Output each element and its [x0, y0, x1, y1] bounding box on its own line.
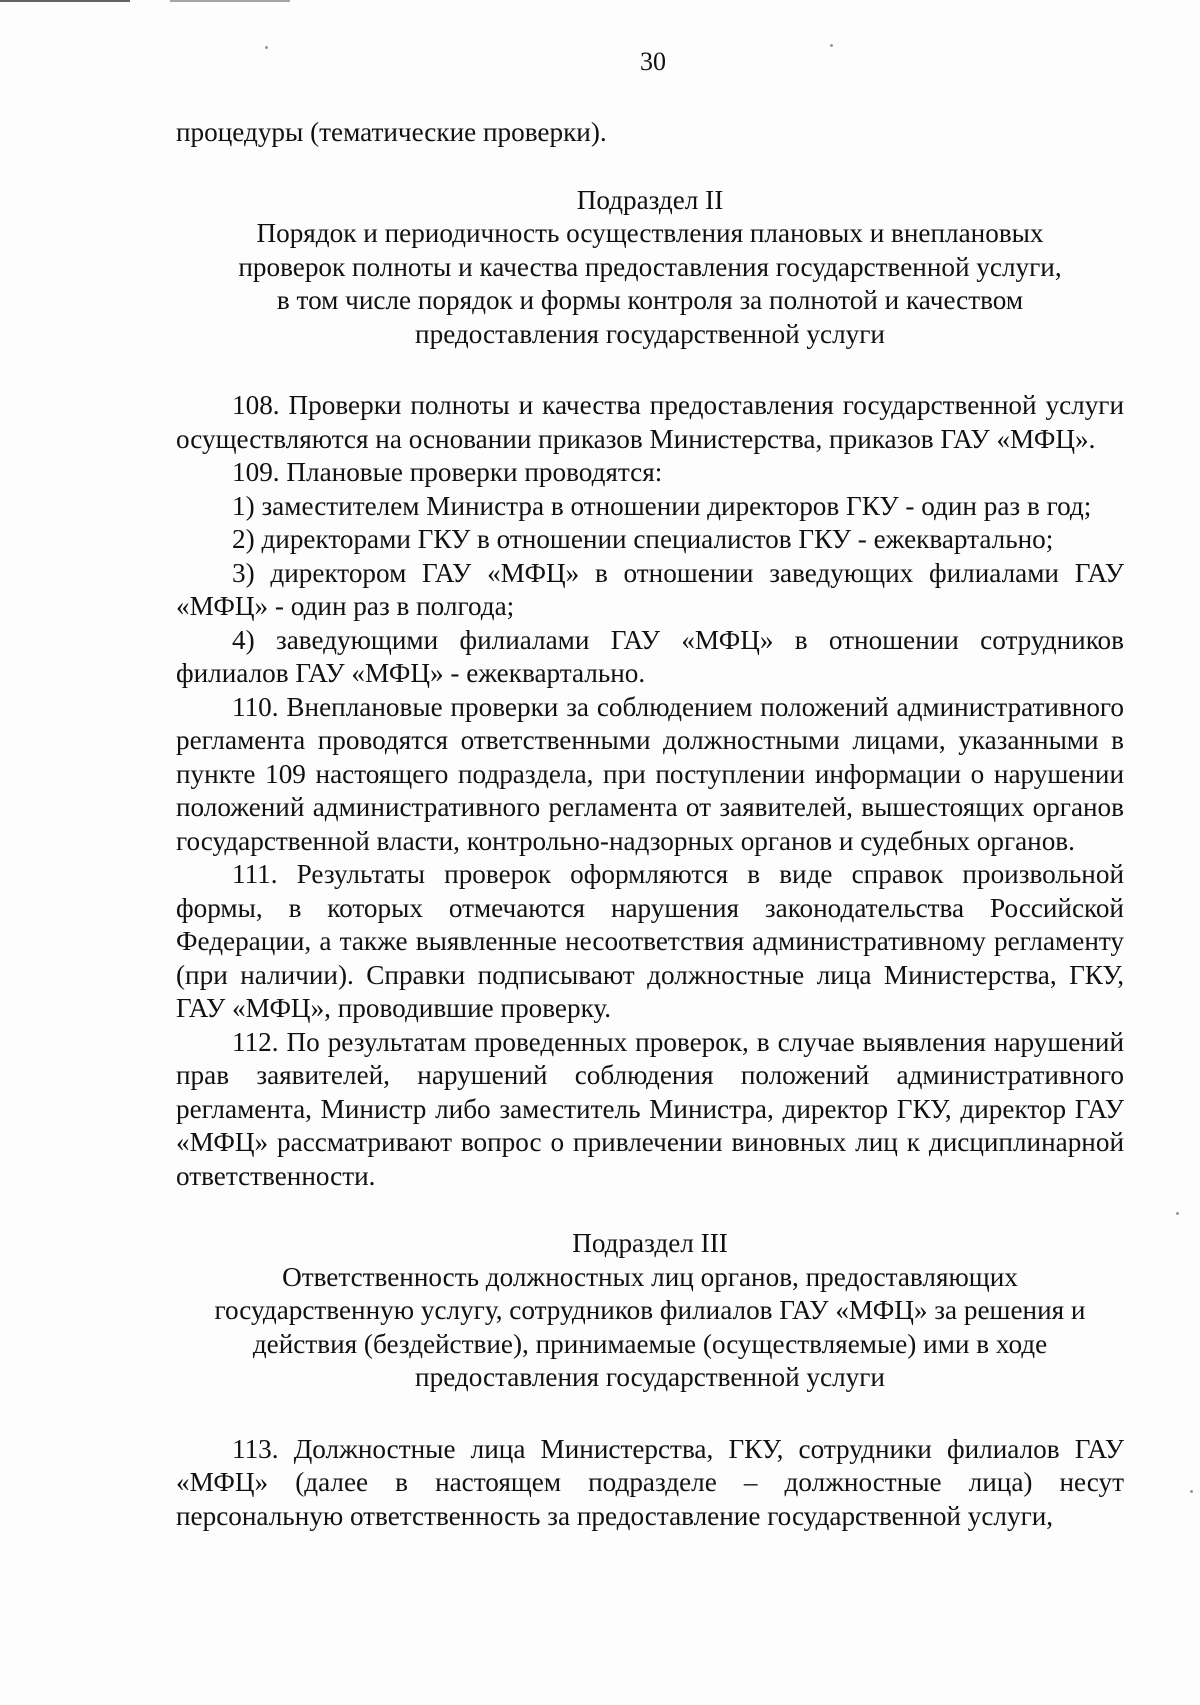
scan-artifact [1190, 1490, 1193, 1493]
subsection-heading [176, 184, 1124, 352]
list-item: 1) заместителем Министра в отношении директоров ГКУ - один раз в год; [232, 490, 1092, 521]
subsection-heading-line: предоставления государственной услуги [415, 1362, 885, 1392]
subsection-title: Подраздел II [576, 184, 724, 215]
scan-artifact [0, 0, 130, 2]
subsection-heading-line: проверок полноты и качества предоставления государственной услуги, [238, 251, 1062, 282]
scan-artifact [1176, 1212, 1179, 1215]
paragraph-108: 108. Проверки полноты и качества предоставления государственной услуги осуществляются на основании приказов Министерства, приказов ГАУ «МФЦ». [176, 390, 1124, 454]
paragraph-continuation: процедуры (тематические проверки). [176, 117, 607, 147]
paragraph-109: 109. Плановые проверки проводятся: [232, 457, 663, 487]
subsection-heading-line: Ответственность должностных лиц органов, предоставляющих [282, 1261, 1018, 1292]
paragraph-113: 113. Должностные лица Министерства, ГКУ, сотрудники филиалов ГАУ «МФЦ» (далее в настоящем подразделе – должностные лица) несут персональную ответственность за предоставление государственной услуги, [176, 1433, 1124, 1531]
subsection-heading [176, 1227, 1124, 1395]
subsection-heading-line: предоставления государственной услуги [415, 318, 885, 349]
subsection-heading-line: государственную услугу, сотрудников филиалов ГАУ «МФЦ» за решения и [214, 1295, 1086, 1325]
document-body [176, 116, 1124, 1533]
page-number: 30 [640, 47, 666, 76]
list-item: 3) директором ГАУ «МФЦ» в отношении заведующих филиалами ГАУ «МФЦ» - один раз в полгода; [176, 557, 1124, 621]
subsection-heading-line: Порядок и периодичность осуществления плановых и внеплановых [256, 218, 1044, 248]
paragraph-111: 111. Результаты проверок оформляются в виде справок произвольной формы, в которых отмечаются нарушения законодательства Российской Федерации, а также выявленные несоответствия административному регламенту (при наличии). Справки подписывают должностные лица Министерства, ГКУ, ГАУ «МФЦ», проводившие проверку. [176, 859, 1124, 1023]
list-item: 2) директорами ГКУ в отношении специалистов ГКУ - ежеквартально; [232, 524, 1054, 554]
subsection-heading-line: в том числе порядок и формы контроля за полнотой и качеством [276, 285, 1024, 315]
subsection-title: Подраздел III [572, 1228, 728, 1258]
paragraph-110: 110. Внеплановые проверки за соблюдением положений административного регламента проводятся ответственными должностными лицами, указанными в пункте 109 настоящего подраздела, при поступлении информации о нарушении положений административного регламента от заявителей, вышестоящих органов государственной власти, контрольно-надзорных органов и судебных органов. [176, 691, 1124, 856]
paragraph-112: 112. По результатам проведенных проверок, в случае выявления нарушений прав заявителей, нарушений соблюдения положений административного регламента, Министр либо заместитель Министра, директор ГКУ, директор ГАУ «МФЦ» рассматривают вопрос о привлечении виновных лиц к дисциплинарной ответственности. [176, 1026, 1124, 1191]
list-item: 4) заведующими филиалами ГАУ «МФЦ» в отношении сотрудников филиалов ГАУ «МФЦ» - ежеквартально. [176, 624, 1124, 688]
scan-artifact [170, 0, 290, 2]
subsection-heading-line: действия (бездействие), принимаемые (осуществляемые) ими в ходе [252, 1328, 1048, 1359]
